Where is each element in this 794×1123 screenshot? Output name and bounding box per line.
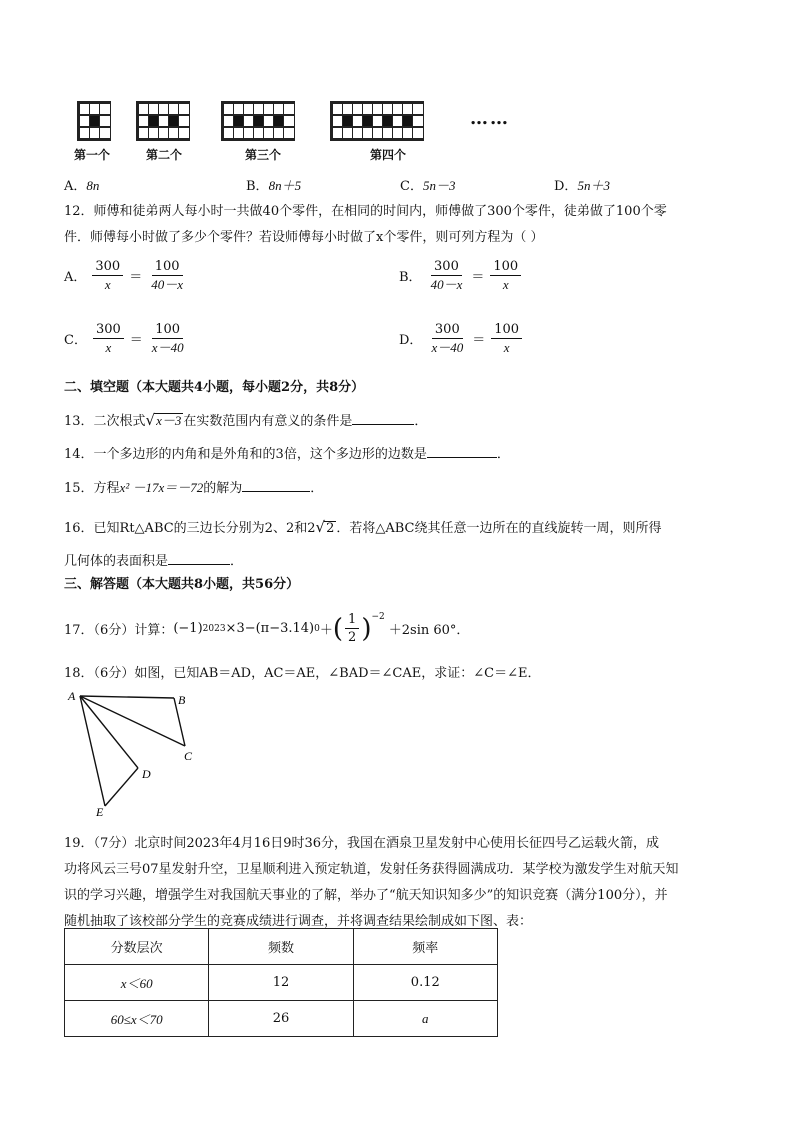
table-cell: x＜60 [65, 965, 209, 1001]
segment-ab [80, 696, 174, 698]
table-header: 频数 [209, 929, 353, 965]
point-label-c: C [184, 749, 193, 763]
q14: 14．一个多边形的内角和是外角和的3倍，这个多边形的边数是 ． [64, 447, 510, 462]
segment-ac [80, 696, 185, 746]
q15-answer-blank[interactable] [242, 479, 310, 492]
table-cell: 26 [209, 1001, 353, 1037]
q19-line-4: 随机抽取了该校部分学生的竞赛成绩进行调查，并将调查结果绘制成如下图、表： [64, 914, 533, 929]
q19-line-1: 19．（7分）北京时间2023年4月16日9时36分，我国在酒泉卫星发射中心使用长征四号乙运载火箭，成 [64, 836, 660, 851]
q13-answer-blank[interactable] [352, 412, 414, 425]
table-row [65, 1001, 498, 1037]
q13: 13．二次根式√x－3 在实数范围内有意义的条件是 ． [64, 411, 428, 429]
q12-line-1: 12．师傅和徒弟两人每小时一共做40个零件，在相同的时间内，师傅做了300个零件，徒弟做了100个零 [64, 204, 667, 219]
ellipsis: …… [470, 108, 510, 129]
table-header: 频率 [353, 929, 497, 965]
section-3-title: 三、解答题（本大题共8小题，共56分） [64, 577, 300, 592]
grid-1 [77, 101, 111, 141]
point-label-b: B [178, 693, 186, 707]
point-label-a: A [68, 689, 76, 703]
q12-option-c[interactable]: C． $\frac{300}{x}$ ＝ $\frac{100}{x-40}$ [64, 322, 184, 355]
point-label-e: E [96, 805, 104, 818]
q11-option-c[interactable]: C．5n－3 [400, 178, 456, 194]
figure-label-3: 第三个 [245, 148, 282, 162]
q12-option-b[interactable]: B． $\frac{300}{40-x}$ ＝ $\frac{100}{x}$ [399, 259, 523, 292]
figure-label-2: 第二个 [146, 148, 183, 162]
q14-answer-blank[interactable] [427, 445, 497, 458]
q12-line-2: 件．师傅每小时做了多少个零件？若设师傅每小时做了x个零件，则可列方程为（ ） [64, 230, 544, 245]
q19-frequency-table [64, 928, 498, 1037]
q11-option-a[interactable]: A．8n [64, 178, 100, 194]
figure-label-4: 第四个 [370, 148, 407, 162]
table-header-row [65, 929, 498, 965]
q12-option-a[interactable]: A． $\frac{300}{x}$ ＝ $\frac{100}{40-x}$ [64, 259, 184, 292]
q12-option-d[interactable]: D． $\frac{300}{x-40}$ ＝ $\frac{100}{x}$ [399, 322, 524, 355]
figure-label-1: 第一个 [74, 148, 111, 162]
q17: 17．（6分）计算： (−1) 2023 ×3−(π−3.14) 0 ＋ ( $\frac{1}{2}$ ) $^{-2}$ ＋2sin 60°． [64, 612, 470, 645]
q19-line-2: 功将风云三号07星发射升空，卫星顺利进入预定轨道，发射任务获得圆满成功．某学校为激发学生对航天知 [64, 862, 679, 877]
table-cell: a [353, 1001, 497, 1037]
grid-4 [330, 101, 424, 141]
q16-line-1: 16．已知Rt△ABC的三边长分别为2、2和2√2 ．若将△ABC绕其任意一边所在的直线旋转一周，则所得 [64, 518, 662, 536]
q18-text: 18．（6分）如图，已知AB＝AD，AC＝AE，∠BAD＝∠CAE，求证：∠C＝∠E． [64, 666, 541, 681]
q16-line-2: 几何体的表面积是 ． [64, 554, 244, 569]
table-cell: 12 [209, 965, 353, 1001]
q19-line-3: 识的学习兴趣，增强学生对我国航天事业的了解，举办了“航天知识知多少”的知识竞赛（满分100分），并 [64, 888, 668, 903]
segment-de [105, 768, 138, 806]
grid-2 [136, 101, 190, 141]
point-label-d: D [142, 767, 151, 781]
q16-answer-blank[interactable] [168, 552, 230, 565]
section-2-title: 二、填空题（本大题共4小题，每小题2分，共8分） [64, 380, 365, 395]
q11-option-d[interactable]: D．5n＋3 [554, 178, 610, 194]
table-row [65, 965, 498, 1001]
table-cell: 0.12 [353, 965, 497, 1001]
q18-geometry-figure [60, 686, 210, 818]
q15: 15．方程x² －17x＝－72的解为 ． [64, 480, 324, 496]
table-cell: 60≤x＜70 [65, 1001, 209, 1037]
q11-option-b[interactable]: B．8n＋5 [246, 178, 302, 194]
table-header: 分数层次 [65, 929, 209, 965]
grid-3 [221, 101, 295, 141]
